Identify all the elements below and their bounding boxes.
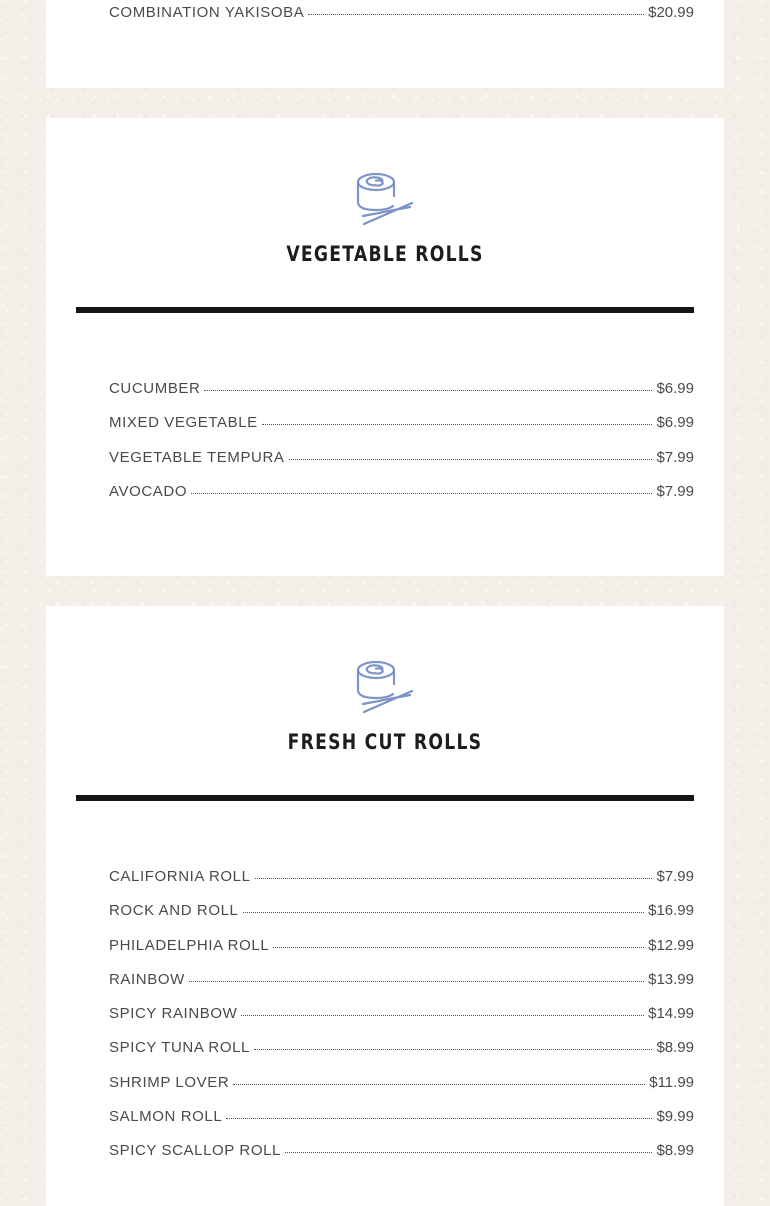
dotted-leader xyxy=(189,981,644,982)
menu-item-name: COMBINATION YAKISOBA xyxy=(109,4,305,21)
menu-item xyxy=(109,1039,694,1073)
menu-item-price: $6.99 xyxy=(656,380,694,397)
sushi-roll-icon xyxy=(355,658,415,718)
menu-item-price: $14.99 xyxy=(648,1005,694,1023)
menu-section-fresh-cut-rolls xyxy=(46,606,724,1206)
menu-item-name: SHRIMP LOVER xyxy=(109,1073,230,1091)
dotted-leader xyxy=(308,14,644,15)
menu-item xyxy=(109,1005,694,1039)
menu-item xyxy=(109,868,694,902)
menu-item-price: $7.99 xyxy=(656,868,694,885)
menu-item-price: $6.99 xyxy=(656,414,694,432)
menu-item-list xyxy=(109,380,694,517)
menu-item-price: $8.99 xyxy=(656,1039,694,1057)
menu-item-price: $16.99 xyxy=(648,902,694,920)
menu-item xyxy=(109,483,694,517)
section-divider xyxy=(76,307,694,313)
menu-item xyxy=(109,4,694,38)
menu-item-name: SPICY RAINBOW xyxy=(109,1005,238,1023)
menu-item-price: $9.99 xyxy=(656,1108,694,1126)
section-title: VEGETABLE ROLLS xyxy=(286,242,484,266)
menu-item xyxy=(109,971,694,1005)
menu-item-price: $11.99 xyxy=(649,1073,694,1091)
menu-section-card-top xyxy=(46,0,724,88)
menu-item-name: CUCUMBER xyxy=(109,380,201,397)
menu-item xyxy=(109,1074,694,1108)
dotted-leader xyxy=(233,1084,645,1085)
menu-item-name: VEGETABLE TEMPURA xyxy=(109,448,285,466)
dotted-leader xyxy=(289,459,653,460)
menu-item-name: AVOCADO xyxy=(109,482,188,500)
menu-item-price: $8.99 xyxy=(656,1142,694,1160)
menu-item-name: ROCK AND ROLL xyxy=(109,902,239,920)
menu-item xyxy=(109,380,694,414)
menu-item-list xyxy=(109,4,694,38)
menu-item-list xyxy=(109,868,694,1177)
dotted-leader xyxy=(255,878,653,879)
dotted-leader xyxy=(204,390,652,391)
section-title: FRESH CUT ROLLS xyxy=(287,730,483,754)
menu-item-price: $7.99 xyxy=(656,482,694,500)
section-divider xyxy=(76,795,694,801)
menu-item-name: SALMON ROLL xyxy=(109,1108,223,1126)
menu-item xyxy=(109,1108,694,1142)
menu-item xyxy=(109,902,694,936)
menu-item-price: $7.99 xyxy=(656,448,694,466)
menu-item-name: MIXED VEGETABLE xyxy=(109,414,258,432)
menu-item-name: CALIFORNIA ROLL xyxy=(109,868,251,885)
menu-item-price: $12.99 xyxy=(648,936,694,954)
menu-item-price: $20.99 xyxy=(648,4,694,21)
menu-item xyxy=(109,449,694,483)
dotted-leader xyxy=(285,1152,652,1153)
menu-item-name: SPICY SCALLOP ROLL xyxy=(109,1142,281,1160)
dotted-leader xyxy=(226,1118,652,1119)
dotted-leader xyxy=(191,493,652,494)
menu-item-name: RAINBOW xyxy=(109,970,185,988)
dotted-leader xyxy=(254,1049,652,1050)
dotted-leader xyxy=(273,947,644,948)
menu-item-name: SPICY TUNA ROLL xyxy=(109,1039,250,1057)
menu-item-name: PHILADELPHIA ROLL xyxy=(109,936,270,954)
menu-item-price: $13.99 xyxy=(648,970,694,988)
sushi-roll-icon xyxy=(355,170,415,230)
menu-item xyxy=(109,937,694,971)
dotted-leader xyxy=(262,424,653,425)
menu-item xyxy=(109,414,694,448)
dotted-leader xyxy=(241,1015,644,1016)
dotted-leader xyxy=(243,912,645,913)
menu-section-vegetable-rolls xyxy=(46,118,724,576)
